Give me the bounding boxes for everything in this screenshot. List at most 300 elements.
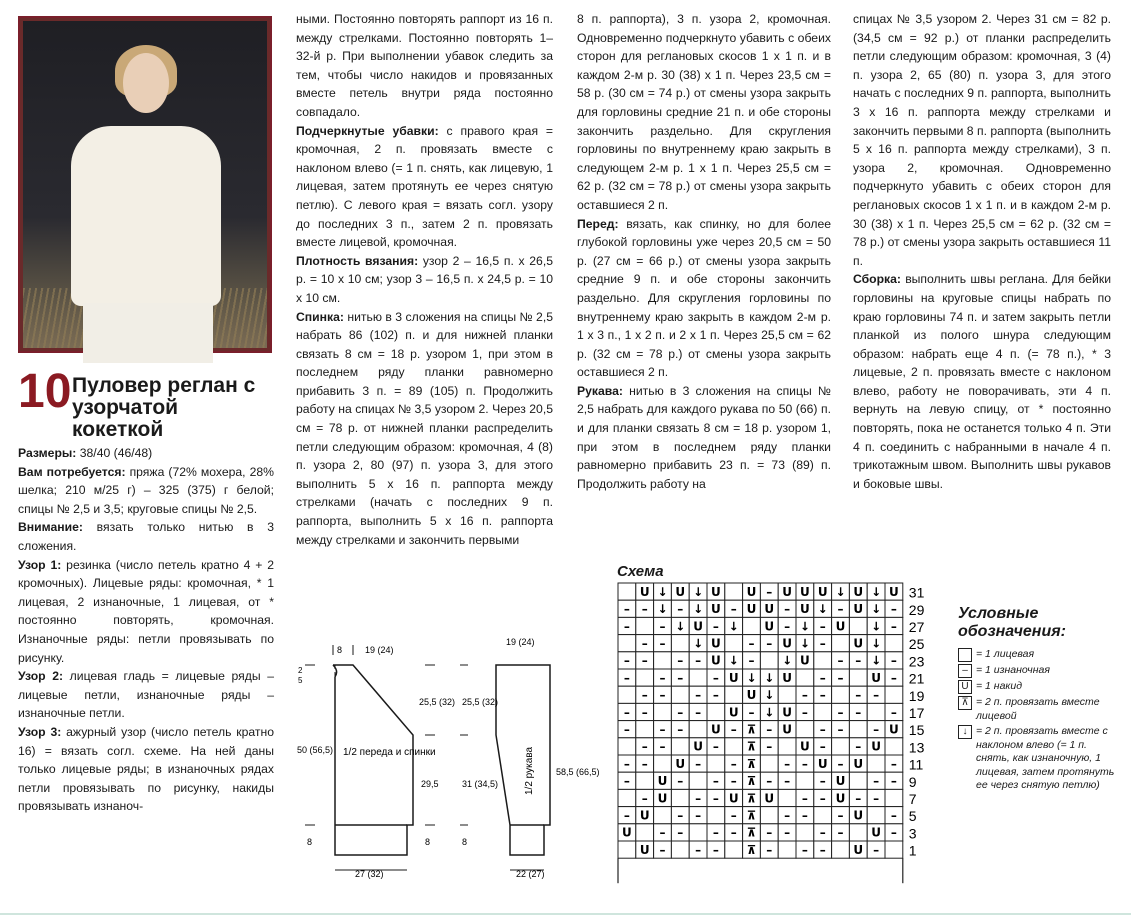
row-number: 23 [908, 653, 925, 670]
chart-symbol: – [837, 825, 844, 840]
paragraph-text: вязать, как спинку, но для более глубокой горловины уже через 20,5 см = 50 р. (27 см = 66 р.) от смены узора закрыть средние 9 п. и обе стороны закончить раздельно. Для скругления горловины по внутреннему краю закрыть в каждом 2-м р. 1 х 3 п., 1 х 2 п. и 2 х 1 п. Через 25,5 см = 62 р. (32 см = 78 р.) от смены узора закрыть оставшиеся 2 п. [577, 216, 831, 380]
paragraph-text: 8 п. раппорта), 3 п. узора 2, кромочная. Одновременно подчеркнуто убавить с обеих сторон для реглановых скосов 1 х 1 п. и в каждом 2-м р. 30 (38) х 1 п. Через 23,5 см = 58 р. (30 см = 74 р.) от смены узора закрыть для горловины средние 21 п. и обе стороны закончить раздельно. Для скругления горловины по внутреннему краю закрыть в следующем 2-м р. 1 х 1 п. Через 25,5 см = 62 р. (32 см = 78 р.) от смены узора закрыть оставшиеся 2 п. [577, 12, 831, 212]
chart-symbol: U [800, 584, 810, 599]
chart-symbol: – [890, 808, 897, 823]
chart-symbol: – [623, 756, 630, 771]
paragraph [18, 444, 274, 463]
chart-symbol: U [817, 584, 828, 599]
paragraph [18, 518, 274, 555]
chart-cell [636, 721, 654, 738]
legend-text: = 2 п. провязать вместе лицевой [976, 696, 1100, 722]
chart-symbol: U [835, 774, 846, 789]
chart-symbol: – [784, 808, 791, 823]
chart-symbol: U [764, 791, 775, 806]
chart-cell [849, 721, 867, 738]
chart-cell [814, 807, 832, 824]
paragraph-text: выполнить швы реглана. Для бейки горловины на круговые спицы набрать по краю горловины 74 п. и затем закрыть петли планкой из полого шнура следующим образом: набрать еще 4 п. (= 78 п.), * 3 лицевые, 2 п. провязать вместе с наклоном влево, работу не поворачивать, эти 4 п. вернуть на левую спицу, от * постоянно повторять, пока не останется только 4 п. Эти 4 п. соединить с набранными в начале 4 п. трикотажным швом. Выполнить швы рукавов и боковые швы. [853, 272, 1111, 491]
row-number: 21 [908, 670, 925, 687]
paragraph [18, 463, 274, 519]
chart-symbol: – [801, 705, 808, 720]
chart-symbol: – [766, 739, 773, 754]
chart-symbol: – [712, 825, 719, 840]
chart-symbol: ↓ [764, 705, 775, 720]
chart-symbol: U [764, 602, 775, 617]
chart-cell [867, 807, 885, 824]
chart-symbol: – [784, 619, 791, 634]
paragraph-text: вязать только нитью в 3 сложения. [18, 520, 274, 553]
chart-symbol: – [873, 842, 880, 857]
chart-symbol: U [711, 636, 721, 651]
paragraph [18, 556, 274, 668]
chart-symbol: – [819, 774, 826, 789]
dim-hem-right: 8 [425, 837, 431, 847]
chart-symbol: – [623, 705, 630, 720]
chart-symbol: U [871, 739, 881, 754]
chart-symbol: – [784, 602, 791, 617]
chart-symbol: – [677, 670, 684, 685]
chart-symbol: U [853, 842, 864, 857]
chart-symbol: – [801, 756, 808, 771]
paragraph-heading: Узор 3: [18, 724, 62, 739]
paragraph-text: спицах № 3,5 узором 2. Через 31 см = 82 р. (34,5 см = 92 р.) от планки распределить петли следующим образом: кромочная, 3 (4) п. узора 2, 65 (80) п. узора 3, для этого начать с последних 9 п. раппорта, выполнить 3 х 16 п. раппорта между стрелками и закончить первыми 8 п. раппорта (выполнить 5 х 16 п. раппорта между стрелками), 3 п. узора 2, кромочная. Одновременно подчеркнуто убавить с обеих сторон для реглановых скосов 1 х 1 п. и в каждом 2-м р. 30 (38) х 1 п. Через 25,5 см = 62 р. (32 см = 78 р.) от смены узора закрыть оставшиеся 11 п. [853, 12, 1111, 268]
chart-symbol: – [784, 774, 791, 789]
chart-cell [671, 686, 689, 703]
chart-symbol: – [659, 688, 666, 703]
legend-symbol-icon: ↓ [958, 725, 972, 739]
chart-symbol: – [677, 653, 684, 668]
chart-cell [796, 721, 814, 738]
chart-cell [832, 738, 850, 755]
chart-cell [618, 635, 636, 652]
legend-item [958, 664, 1118, 678]
paragraph-text: узор 2 – 16,5 п. х 26,5 р. = 10 х 10 см; узор 3 – 16,5 п. х 24,5 р. = 10 х 10 см. [296, 253, 553, 305]
paragraph-text: с правого края = кромочная, 2 п. провязать вместе с наклоном влево (= 1 п. снять, как лицевую, 1 лицевая, затем протянуть ее через снятую петлю). С левого края = вязать согл. узору до последних 3 п., затем 2 п. провязать вместе лицевой, кромочная. [296, 123, 553, 250]
chart-symbol: U [746, 584, 757, 599]
chart-cell [636, 824, 654, 841]
chart-cell [796, 669, 814, 686]
legend-item [958, 696, 1118, 723]
chart-cell [796, 824, 814, 841]
chart-symbol: ↓ [871, 602, 882, 617]
chart-symbol: U [675, 756, 686, 771]
paragraph-text: 38/40 (46/48) [76, 446, 153, 460]
chart-cell [618, 789, 636, 806]
chart-symbol: – [819, 636, 826, 651]
chart-symbol: – [766, 722, 773, 737]
chart-symbol: – [819, 722, 826, 737]
chart-cell [689, 824, 707, 841]
chart-symbol: U [639, 584, 650, 599]
chart-symbol: – [890, 670, 897, 685]
chart-symbol: – [837, 808, 844, 823]
chart-symbol: – [730, 722, 737, 737]
chart-symbol: – [748, 653, 755, 668]
paragraph-heading: Подчеркнутые убавки: [296, 123, 439, 138]
dim-body: 29,5 [421, 779, 439, 789]
chart-symbol: ⊼ [746, 842, 757, 857]
chart-cell [867, 703, 885, 720]
chart-cell [636, 669, 654, 686]
chart-cell [885, 686, 903, 703]
row-number: 5 [908, 808, 917, 825]
chart-cell [814, 703, 832, 720]
model-photo [18, 16, 272, 353]
chart-symbol: – [623, 602, 630, 617]
chart-symbol: – [855, 739, 862, 754]
chart-symbol: – [730, 602, 737, 617]
chart-symbol: – [677, 774, 684, 789]
chart-symbol: – [695, 653, 702, 668]
chart-cell [671, 789, 689, 806]
divider [0, 913, 1131, 915]
text-column-1 [18, 444, 274, 816]
chart-cell [618, 686, 636, 703]
chart-symbol: ↓ [693, 584, 704, 599]
chart-cell [849, 772, 867, 789]
paragraph-text: ными. Постоянно повторять раппорт из 16 п. между стрелками. Постоянно повторять 1–32-й р. При выполнении убавок следить за тем, чтобы число накидов и провязанных вместе петель внутри ряда постоянно совпадало. [296, 12, 553, 119]
chart-symbol: – [890, 825, 897, 840]
chart-symbol: U [693, 619, 703, 634]
paragraph-heading: Размеры: [18, 446, 77, 460]
chart-symbol: – [641, 739, 648, 754]
chart-cell [689, 669, 707, 686]
paragraph [577, 382, 831, 494]
chart-symbol: U [746, 602, 757, 617]
chart-cell [725, 841, 743, 858]
chart-symbol: ↓ [693, 636, 704, 651]
chart-symbol: U [800, 602, 810, 617]
dim-height-total: 50 (56,5) [297, 745, 334, 755]
chart-cell [867, 755, 885, 772]
chart-symbol: ↓ [871, 636, 882, 651]
row-number: 11 [908, 756, 924, 773]
paragraph [853, 10, 1111, 270]
chart-symbol: – [819, 688, 826, 703]
chart-cell [832, 841, 850, 858]
chart-symbol: – [855, 791, 862, 806]
chart-symbol: – [623, 808, 630, 823]
chart-symbol: – [677, 825, 684, 840]
sleeve-pattern-diagram [460, 625, 600, 890]
chart-symbol: U [871, 670, 881, 685]
paragraph-heading: Вам потребуется: [18, 464, 126, 479]
chart-symbol: – [695, 756, 702, 771]
paragraph-heading: Плотность вязания: [296, 253, 419, 268]
chart-symbol: ↓ [657, 584, 668, 599]
legend-symbol-icon [958, 648, 972, 662]
chart-symbol: U [693, 739, 703, 754]
chart-symbol: ↓ [746, 670, 757, 685]
legend-item [958, 680, 1118, 694]
row-number: 13 [908, 739, 925, 756]
row-number: 7 [908, 791, 917, 808]
chart-symbol: – [677, 722, 684, 737]
chart-symbol: – [659, 670, 666, 685]
chart-symbol: – [837, 722, 844, 737]
chart-symbol: – [801, 791, 808, 806]
chart-symbol: – [801, 842, 808, 857]
chart-symbol: – [819, 619, 826, 634]
chart-symbol: – [890, 705, 897, 720]
dim-top-left: 8 [337, 645, 343, 655]
chart-symbol: – [712, 739, 719, 754]
chart-symbol: ⊼ [746, 739, 757, 754]
chart-symbol: U [711, 722, 721, 737]
legend-text: = 1 лицевая [976, 648, 1035, 660]
dim-raglan: 25,5 (32) [419, 697, 456, 707]
chart-symbol: U [889, 722, 899, 737]
chart-symbol: – [873, 791, 880, 806]
sleeve-dim-hem: 8 [462, 837, 468, 847]
text-column-3 [577, 10, 831, 493]
chart-cell [796, 772, 814, 789]
paragraph-text: пряжа (72% мохера, 28% шелка; 210 м/25 г) – 325 (375) г белой; спицы № 2,5 и 3,5; круговые спицы № 2,5. [18, 464, 275, 516]
chart-cell [636, 617, 654, 634]
chart-cell [654, 807, 672, 824]
dim-width: 27 (32) [355, 869, 384, 879]
chart-cell [760, 755, 778, 772]
chart-symbol: ⊼ [746, 791, 757, 806]
paragraph-heading: Внимание: [18, 520, 83, 535]
chart-symbol: – [890, 653, 897, 668]
dim-top-right: 19 (24) [365, 645, 394, 655]
chart-cell [849, 824, 867, 841]
dim-neck-a: 2 [298, 666, 303, 675]
legend-item [958, 725, 1118, 793]
chart-cell [636, 772, 654, 789]
chart-symbol: ⊼ [746, 808, 757, 823]
chart-symbol: – [712, 774, 719, 789]
chart-symbol: U [657, 791, 668, 806]
chart-symbol: – [837, 670, 844, 685]
paragraph [296, 252, 553, 308]
chart-symbol: – [659, 739, 666, 754]
sleeve-dim-raglan: 25,5 (32) [462, 697, 499, 707]
chart-symbol: – [712, 670, 719, 685]
chart-symbol: U [853, 808, 864, 823]
paragraph [18, 723, 274, 816]
chart-symbol: U [800, 653, 810, 668]
paragraph [296, 308, 553, 550]
chart-symbol: ↓ [799, 636, 810, 651]
chart-symbol: U [639, 808, 650, 823]
sleeve-dim-top: 19 (24) [506, 637, 535, 647]
chart-cell [849, 617, 867, 634]
chart-symbol: – [837, 756, 844, 771]
chart-cell [707, 755, 725, 772]
chart-cell [671, 738, 689, 755]
chart-cell [832, 686, 850, 703]
chart-symbol: – [623, 722, 630, 737]
paragraph [577, 215, 831, 382]
chart-cell [760, 807, 778, 824]
chart-cell [778, 841, 796, 858]
chart-symbol: – [819, 825, 826, 840]
chart-symbol: U [728, 791, 739, 806]
chart-symbol: U [711, 653, 721, 668]
row-number: 3 [908, 825, 917, 842]
chart-symbol: – [766, 636, 773, 651]
chart-symbol: – [801, 808, 808, 823]
chart-symbol: – [695, 791, 702, 806]
chart-symbol: U [711, 584, 721, 599]
chart-symbol: – [873, 688, 880, 703]
chart-symbol: – [766, 825, 773, 840]
chart-symbol: – [641, 756, 648, 771]
chart-symbol: – [659, 825, 666, 840]
chart-symbol: U [853, 602, 864, 617]
chart-symbol: U [800, 739, 810, 754]
chart-cell [885, 789, 903, 806]
paragraph-heading: Узор 1: [18, 557, 62, 572]
chart-symbol: – [659, 619, 666, 634]
chart-symbol: – [766, 842, 773, 857]
chart-symbol: – [641, 688, 648, 703]
legend-text: = 2 п. провязать вместе с наклоном влево (= 1 п. снять, как изнаночную, 1 лицевая, затем протянуть ее через снятую петлю) [976, 725, 1115, 791]
chart-symbol: – [837, 602, 844, 617]
chart-symbol: – [748, 636, 755, 651]
chart-cell [743, 617, 761, 634]
row-number: 15 [908, 722, 925, 739]
legend-symbol-icon: – [958, 664, 972, 678]
chart-symbol: U [853, 636, 864, 651]
chart-symbol: – [855, 705, 862, 720]
chart-symbol: – [641, 636, 648, 651]
pattern-title: Пуловер реглан с узорчатой кокеткой [72, 374, 256, 441]
chart-cell [832, 635, 850, 652]
chart-symbol: – [855, 688, 862, 703]
chart-symbol: ↓ [782, 653, 793, 668]
chart-symbol: – [677, 705, 684, 720]
chart-symbol: U [817, 756, 828, 771]
chart-symbol: ↓ [764, 688, 775, 703]
legend-text: = 1 накид [976, 680, 1023, 692]
chart-symbol: – [819, 842, 826, 857]
knitting-chart [618, 583, 958, 888]
legend-symbol-icon: ⊼ [958, 696, 972, 710]
paragraph [296, 10, 553, 122]
legend-title: Условные обозначения: [958, 605, 1066, 640]
chart-symbol: – [712, 842, 719, 857]
paragraph-heading: Спинка: [296, 309, 344, 324]
chart-symbol: ↓ [728, 653, 739, 668]
chart-cell [654, 652, 672, 669]
chart-cell [849, 669, 867, 686]
chart-symbol: – [659, 842, 666, 857]
chart-symbol: – [730, 756, 737, 771]
chart-symbol: ↓ [693, 602, 704, 617]
chart-symbol: – [890, 756, 897, 771]
row-number: 27 [908, 619, 925, 636]
row-number: 9 [908, 773, 917, 790]
legend-item [958, 648, 1118, 662]
chart-symbol: ↓ [835, 584, 846, 599]
chart-cell [671, 635, 689, 652]
row-number: 19 [908, 687, 925, 704]
chart-cell [885, 841, 903, 858]
chart-symbol: – [819, 791, 826, 806]
chart-cell [885, 738, 903, 755]
chart-symbol: – [855, 653, 862, 668]
chart-symbol: ⊼ [746, 774, 757, 789]
chart-cell [618, 841, 636, 858]
chart-cell [778, 738, 796, 755]
chart-symbol: – [873, 722, 880, 737]
paragraph [853, 270, 1111, 493]
chart-symbol: – [712, 688, 719, 703]
chart-symbol: – [623, 774, 630, 789]
chart-cell [778, 789, 796, 806]
chart-symbol: U [853, 584, 864, 599]
chart-cell [654, 755, 672, 772]
chart-symbol: ↓ [799, 619, 810, 634]
chart-symbol: – [659, 722, 666, 737]
chart-cell [689, 772, 707, 789]
paragraph-heading: Узор 2: [18, 669, 64, 684]
chart-symbol: – [819, 670, 826, 685]
chart-symbol: ↓ [817, 602, 828, 617]
chart-symbol: – [623, 670, 630, 685]
legend [958, 648, 1118, 795]
row-number: 31 [908, 584, 925, 601]
chart-symbol: – [730, 825, 737, 840]
chart-cell [725, 583, 743, 600]
diagram-label: 1/2 переда и спинки [343, 747, 436, 758]
chart-symbol: – [730, 808, 737, 823]
chart-cell [725, 738, 743, 755]
chart-cell [618, 738, 636, 755]
chart-symbol: – [677, 602, 684, 617]
paragraph-text: резинка (число петель кратно 4 + 2 кромочных). Лицевые ряды: кромочная, * 1 лицевая, 2 изнаночные, 1 лицевая, от * постоянно повторять, кромочная. Изнаночные ряды: петли провязывать по рисунку. [18, 557, 275, 665]
chart-symbol: – [712, 791, 719, 806]
chart-symbol: – [641, 602, 648, 617]
chart-symbol: U [782, 636, 792, 651]
chart-symbol: U [835, 791, 846, 806]
chart-symbol: ↓ [675, 619, 686, 634]
chart-symbol: ⊼ [746, 722, 757, 737]
chart-symbol: – [730, 774, 737, 789]
chart-symbol: – [623, 653, 630, 668]
chart-symbol: – [695, 705, 702, 720]
chart-symbol: U [782, 670, 792, 685]
paragraph-heading: Рукава: [577, 383, 623, 398]
chart-symbol: – [695, 842, 702, 857]
chart-symbol: U [728, 670, 739, 685]
row-number: 17 [908, 705, 925, 722]
paragraph [296, 122, 553, 252]
chart-symbol: ↓ [728, 619, 739, 634]
chart-symbol: U [639, 842, 650, 857]
chart-symbol: – [641, 653, 648, 668]
paragraph [18, 667, 274, 723]
text-column-2 [296, 10, 553, 549]
chart-cell [654, 703, 672, 720]
chart-symbol: – [623, 619, 630, 634]
chart-cell [707, 703, 725, 720]
chart-symbol: ↓ [871, 619, 882, 634]
chart-symbol: ↓ [871, 584, 882, 599]
paragraph-text: лицевая гладь = лицевые ряды – лицевые петли, изнаночные ряды – изнаночные петли. [18, 669, 274, 721]
chart-cell [689, 721, 707, 738]
chart-symbol: – [890, 774, 897, 789]
chart-symbol: U [782, 584, 792, 599]
chart-symbol: ↓ [871, 653, 882, 668]
chart-cell [671, 841, 689, 858]
chart-symbol: – [766, 584, 773, 599]
chart-symbol: U [871, 825, 881, 840]
body-pattern-diagram [295, 625, 468, 890]
chart-cell [707, 807, 725, 824]
